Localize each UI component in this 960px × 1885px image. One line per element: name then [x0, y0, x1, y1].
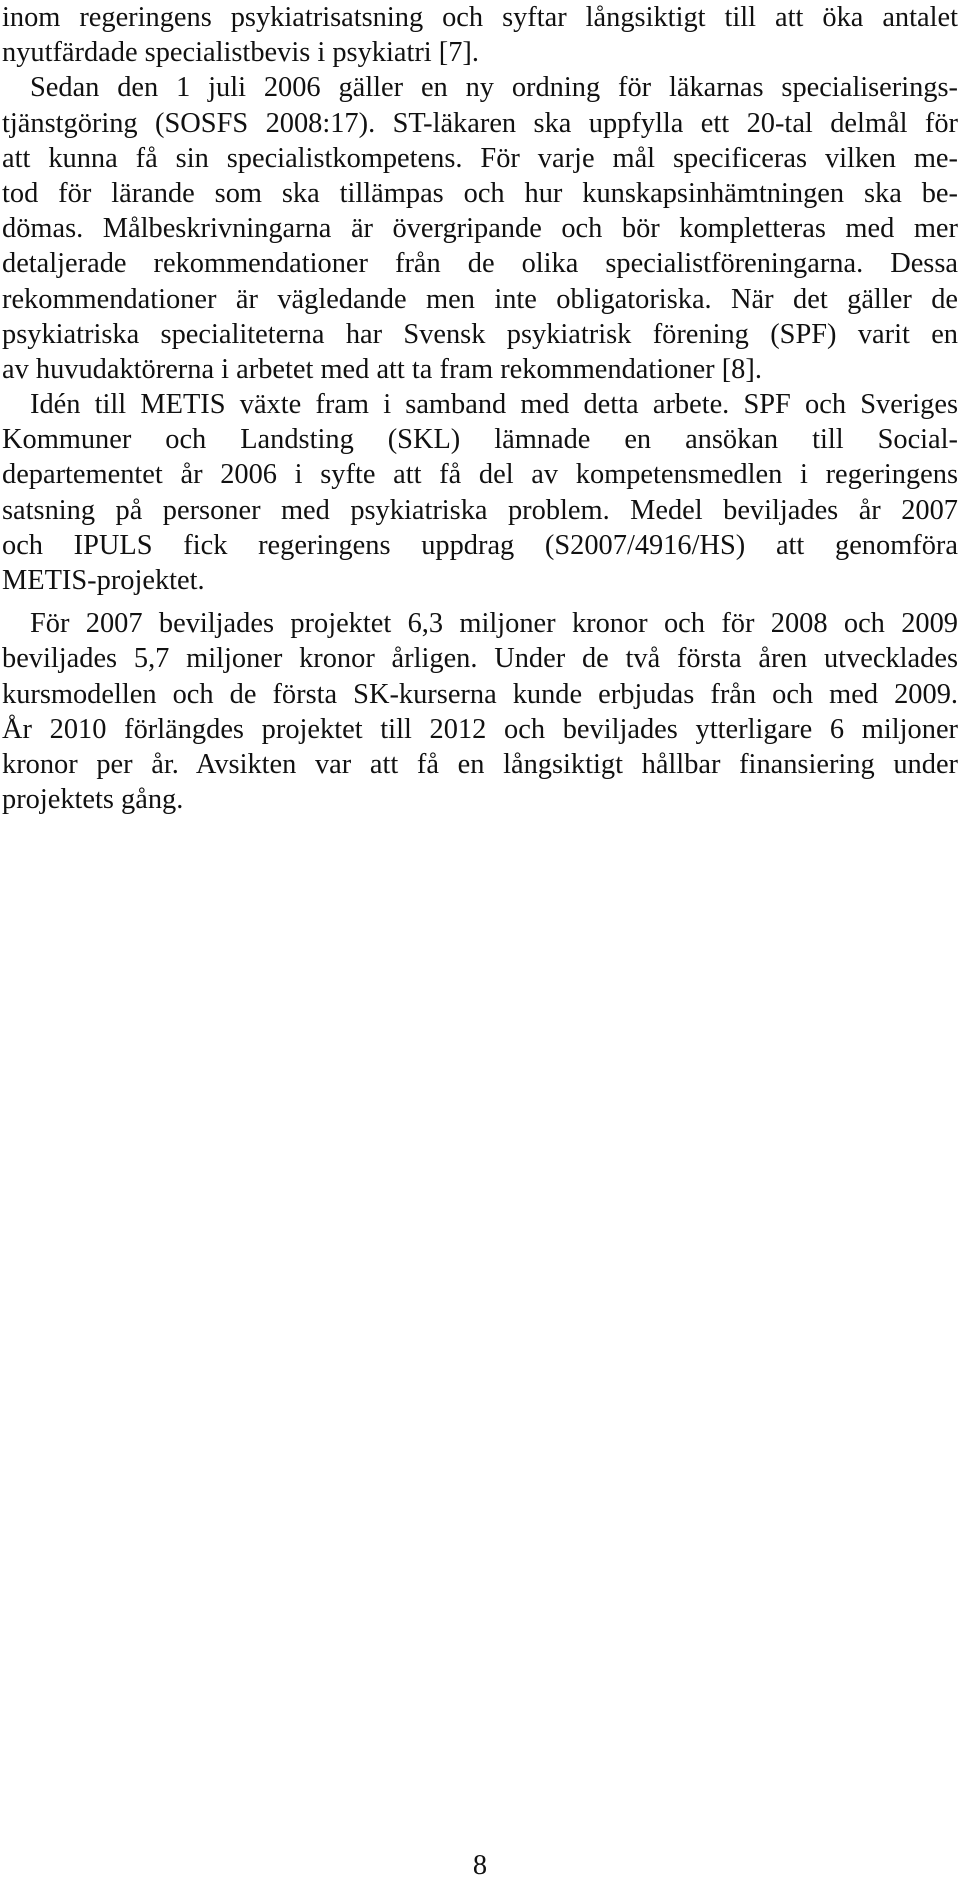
text-line: och IPULS fick regeringens uppdrag (S2007/4916/HS) att genomföra [2, 529, 958, 561]
text-line: År 2010 förlängdes projektet till 2012 och beviljades ytterligare 6 miljoner [2, 713, 958, 745]
text-line: detaljerade rekommendationer från de olika specialistföreningarna. Dessa [2, 248, 958, 280]
text-line: av huvudaktörerna i arbetet med att ta fram rekommendationer [8]. [2, 353, 762, 385]
paragraph-spacer [2, 598, 958, 606]
text-line: tod för lärande som ska tillämpas och hur kunskapsinhämtningen ska be- [2, 177, 958, 209]
paragraph-3 [2, 387, 958, 598]
page-number: 8 [472, 1850, 488, 1881]
text-line: dömas. Målbeskrivningarna är övergripande och bör kompletteras med mer [2, 213, 958, 245]
text-line: METIS-projektet. [2, 565, 205, 596]
text-line: beviljades 5,7 miljoner kronor årligen. Under de två första åren utvecklades [2, 643, 958, 675]
text-line: projektets gång. [2, 784, 184, 816]
text-line: nyutfärdade specialistbevis i psykiatri [7]. [2, 37, 479, 69]
text-line: tjänstgöring (SOSFS 2008:17). ST-läkaren ska uppfylla ett 20-tal delmål för [2, 107, 958, 139]
text-line: departementet år 2006 i syfte att få del av kompetensmedlen i regeringens [2, 459, 958, 491]
text-line: rekommendationer är vägledande men inte obligatoriska. När det gäller de [2, 283, 958, 315]
text-line: För 2007 beviljades projektet 6,3 miljoner kronor och för 2008 och 2009 [30, 608, 958, 640]
text-line: kronor per år. Avsikten var att få en långsiktigt hållbar finansiering under [2, 748, 958, 780]
paragraph-2 [2, 70, 958, 387]
text-line: att kunna få sin specialistkompetens. För varje mål specificeras vilken me- [2, 142, 958, 174]
text-line: kursmodellen och de första SK-kurserna kunde erbjudas från och med 2009. [2, 678, 958, 710]
text-line: satsning på personer med psykiatriska problem. Medel beviljades år 2007 [2, 494, 958, 526]
paragraph-1 [2, 0, 958, 70]
text-line: psykiatriska specialiteterna har Svensk psykiatrisk förening (SPF) varit en [2, 318, 958, 350]
paragraph-4 [2, 606, 958, 817]
text-line: Kommuner och Landsting (SKL) lämnade en ansökan till Social- [2, 424, 958, 456]
text-line: Idén till METIS växte fram i samband med detta arbete. SPF och Sveriges [30, 389, 958, 421]
text-line: Sedan den 1 juli 2006 gäller en ny ordning för läkarnas specialiserings- [30, 72, 958, 104]
page-body [2, 0, 958, 817]
text-line: inom regeringens psykiatrisatsning och syftar långsiktigt till att öka antalet [2, 2, 958, 33]
